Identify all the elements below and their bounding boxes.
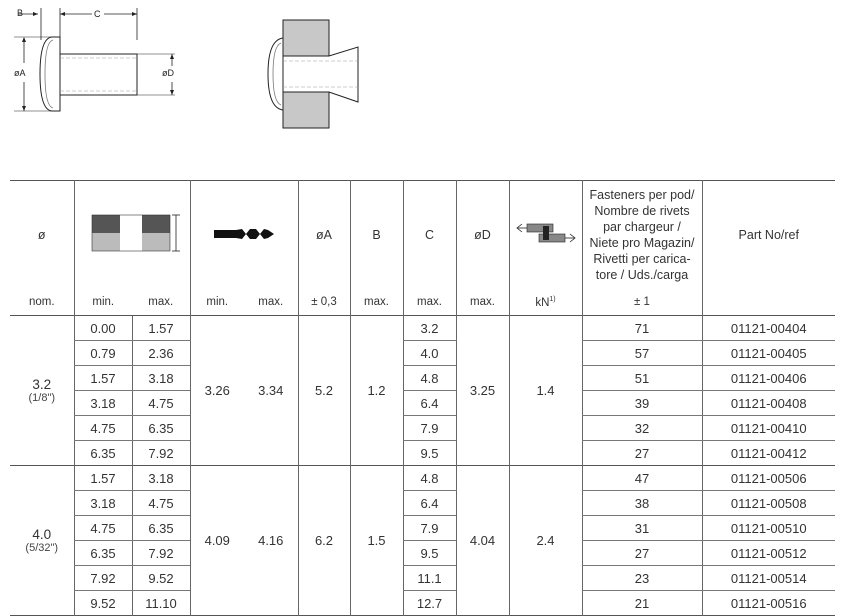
part-no-header: Part No/ref [702,181,835,290]
grip-range-icon [82,212,182,256]
drill-bit-icon [212,225,276,243]
grip-range-header [74,181,190,290]
part-number-cell: 01121-00410 [702,416,835,441]
nominal-mm: 3.2 [32,377,52,392]
grip-max-cell: 4.75 [132,391,190,416]
c-cell: 7.9 [403,516,456,541]
grip-max-subheader: max. [148,296,174,308]
pod-count-cell: 27 [582,441,702,466]
fasteners-per-pod-header [582,181,702,290]
table-row [10,491,835,516]
rivet-installed-view-icon [268,20,358,128]
drill-max-cell: 3.34 [244,316,298,466]
grip-max-cell: 2.36 [132,341,190,366]
grip-min-cell: 9.52 [74,591,132,616]
nominal-mm: 4.0 [32,527,52,542]
pod-count-cell: 38 [582,491,702,516]
a-tolerance-subheader: ± 0,3 [298,289,350,316]
table-row [10,541,835,566]
pod-header-line: Nombre de rivets [594,204,690,218]
part-number-cell: 01121-00516 [702,591,835,616]
grip-min-cell: 0.00 [74,316,132,341]
nominal-diameter-cell [10,466,74,616]
table-row [10,566,835,591]
part-number-cell: 01121-00408 [702,391,835,416]
table-row [10,466,835,491]
part-number-cell: 01121-00506 [702,466,835,491]
grip-min-cell: 0.79 [74,341,132,366]
c-cell: 6.4 [403,391,456,416]
part-no-subheader [702,289,835,316]
spec-table-body [10,316,835,616]
part-number-cell: 01121-00512 [702,541,835,566]
grip-min-cell: 6.35 [74,541,132,566]
c-max-subheader: max. [403,289,456,316]
rivet-side-view-icon [14,8,175,111]
grip-max-cell: 7.92 [132,541,190,566]
dim-d-label: øD [162,68,174,78]
pod-header-line: Rivetti per carica- [593,252,691,266]
grip-max-cell: 3.18 [132,466,190,491]
pod-count-cell: 51 [582,366,702,391]
part-number-cell: 01121-00508 [702,491,835,516]
kn-unit: kN [535,296,550,309]
table-row [10,316,835,341]
b-header: B [350,181,403,290]
table-row [10,366,835,391]
pod-count-cell: 31 [582,516,702,541]
grip-min-cell: 3.18 [74,391,132,416]
d-cell: 4.04 [456,466,509,616]
c-cell: 4.8 [403,466,456,491]
c-cell: 9.5 [403,441,456,466]
drill-size-header [190,181,298,290]
pod-count-cell: 71 [582,316,702,341]
grip-max-cell: 3.18 [132,366,190,391]
dim-c-label: C [94,9,101,19]
grip-max-cell: 6.35 [132,516,190,541]
grip-min-cell: 7.92 [74,566,132,591]
b-cell: 1.2 [350,316,403,466]
pod-count-cell: 57 [582,341,702,366]
table-row [10,416,835,441]
phi-a-header: øA [298,181,350,290]
kn-cell: 2.4 [509,466,582,616]
pod-header-line: tore / Uds./carga [595,268,689,282]
phi-d-header: øD [456,181,509,290]
part-number-cell: 01121-00514 [702,566,835,591]
drill-max-cell: 4.16 [244,466,298,616]
pod-count-cell: 27 [582,541,702,566]
grip-max-cell: 7.92 [132,441,190,466]
nominal-inch: (1/8") [28,392,56,404]
part-number-cell: 01121-00412 [702,441,835,466]
pod-count-cell: 32 [582,416,702,441]
a-cell: 6.2 [298,466,350,616]
pod-header-line: Niete pro Magazin/ [589,236,695,250]
nominal-inch: (5/32") [25,542,59,554]
part-number-cell: 01121-00405 [702,341,835,366]
b-cell: 1.5 [350,466,403,616]
drill-max-subheader: max. [258,296,284,308]
shear-force-icon [513,220,579,248]
drill-min-subheader: min. [190,289,244,316]
pod-count-cell: 21 [582,591,702,616]
c-cell: 6.4 [403,491,456,516]
table-row [10,341,835,366]
b-max-subheader: max. [350,289,403,316]
c-cell: 7.9 [403,416,456,441]
grip-min-cell: 6.35 [74,441,132,466]
table-row [10,391,835,416]
shear-force-header [509,181,582,290]
c-cell: 12.7 [403,591,456,616]
pod-count-cell: 39 [582,391,702,416]
kn-cell: 1.4 [509,316,582,466]
nom-subheader: nom. [28,296,55,308]
grip-min-cell: 1.57 [74,466,132,491]
part-number-cell: 01121-00510 [702,516,835,541]
grip-max-cell: 11.10 [132,591,190,616]
dim-b-label: B [17,8,24,18]
pod-header-line: par chargeur / [603,220,681,234]
table-row [10,516,835,541]
grip-min-cell: 3.18 [74,491,132,516]
c-cell: 9.5 [403,541,456,566]
c-header: C [403,181,456,290]
a-cell: 5.2 [298,316,350,466]
grip-min-cell: 1.57 [74,366,132,391]
grip-max-cell: 9.52 [132,566,190,591]
table-row [10,591,835,616]
d-cell: 3.25 [456,316,509,466]
pod-count-cell: 47 [582,466,702,491]
dim-a-label: øA [14,68,26,78]
grip-min-subheader: min. [74,289,132,316]
pod-header-line: Fasteners per pod/ [589,188,695,202]
c-cell: 3.2 [403,316,456,341]
grip-min-cell: 4.75 [74,416,132,441]
pod-tolerance-subheader: ± 1 [582,289,702,316]
table-row [10,441,835,466]
grip-min-cell: 4.75 [74,516,132,541]
kn-subheader [509,289,582,316]
c-cell: 4.8 [403,366,456,391]
c-cell: 4.0 [403,341,456,366]
kn-footnote-mark: 1) [549,295,556,303]
drill-min-cell: 3.26 [190,316,244,466]
c-cell: 11.1 [403,566,456,591]
diameter-header: ø [37,228,46,242]
nominal-diameter-cell [10,316,74,466]
part-number-cell: 01121-00406 [702,366,835,391]
rivet-spec-table [10,180,835,616]
drill-min-cell: 4.09 [190,466,244,616]
grip-max-cell: 6.35 [132,416,190,441]
grip-max-cell: 4.75 [132,491,190,516]
pod-count-cell: 23 [582,566,702,591]
rivet-dimension-drawings [0,0,841,175]
part-number-cell: 01121-00404 [702,316,835,341]
d-max-subheader: max. [456,289,509,316]
grip-max-cell: 1.57 [132,316,190,341]
